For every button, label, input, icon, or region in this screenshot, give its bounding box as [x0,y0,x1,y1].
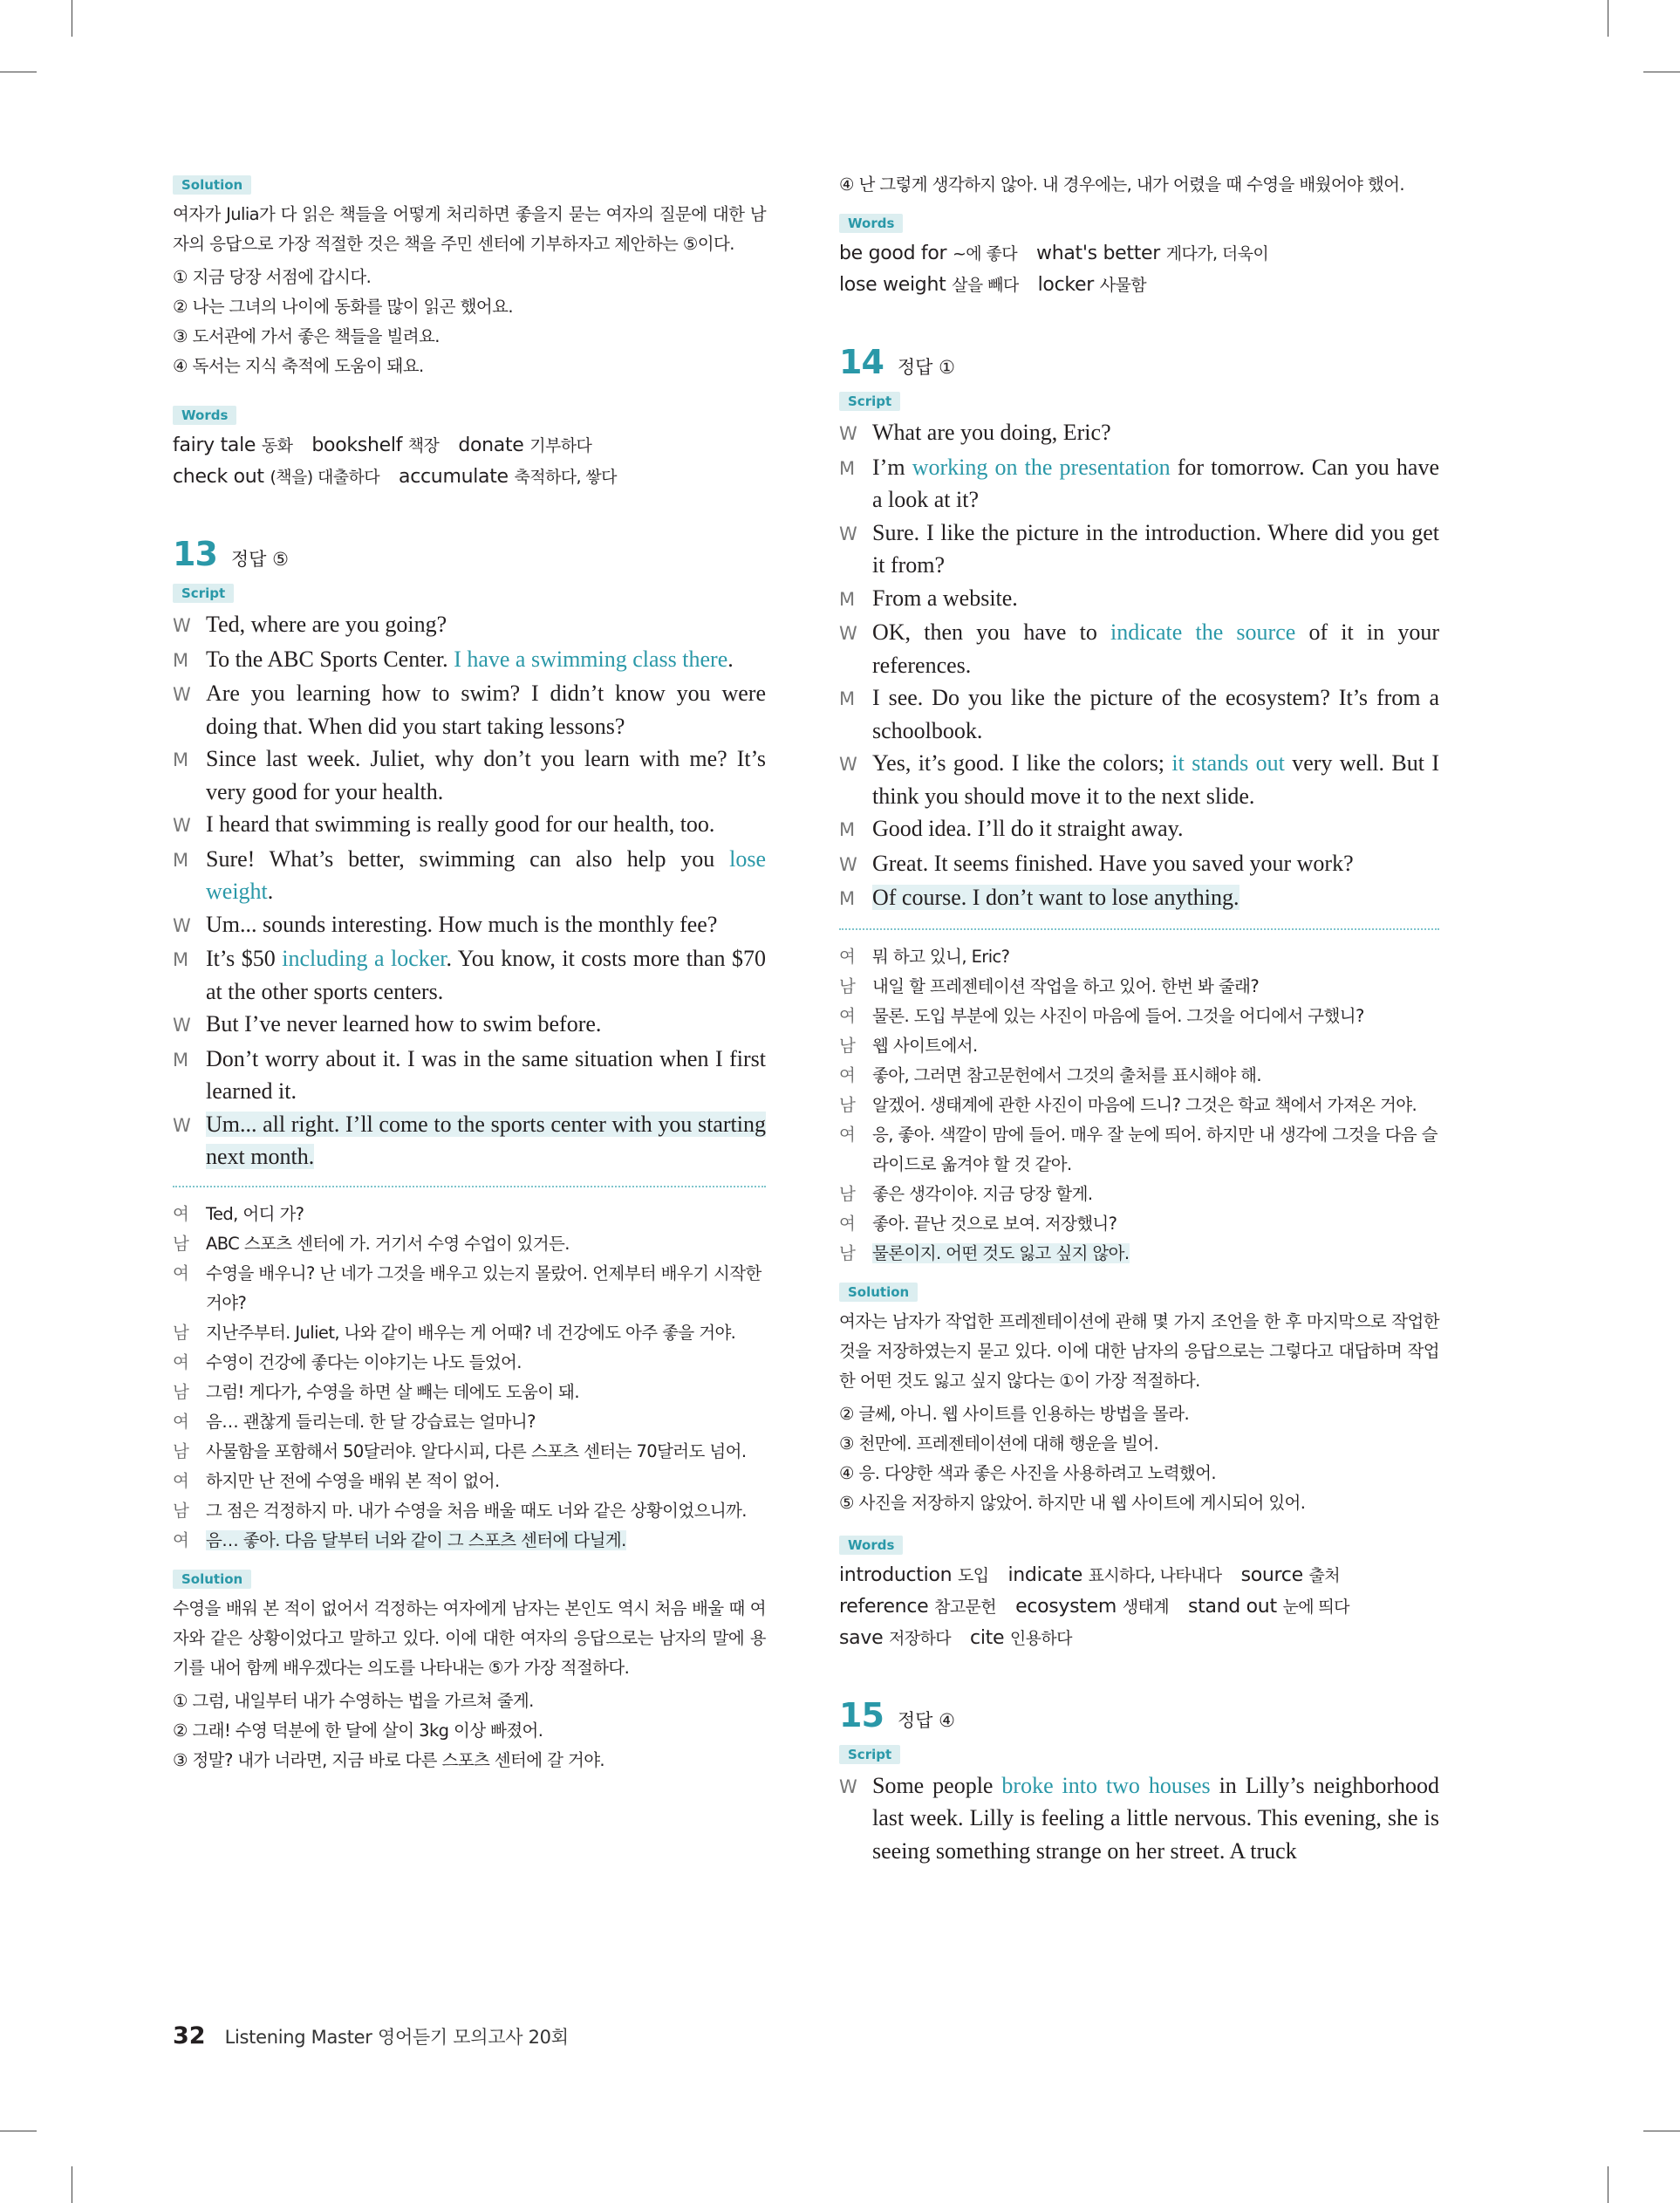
vocab-item [1241,1564,1340,1586]
key-phrase: it stands out [1171,750,1285,776]
vocab-meaning: 저장하다 [889,1628,952,1648]
translation-line [839,1002,1439,1031]
text-segment: 수영이 건강에 좋다는 이야기는 나도 들었어. [206,1351,522,1372]
script-line [173,677,766,742]
question-15-header [839,1696,1439,1734]
speaker-label: W [173,1015,191,1036]
vocab-item [173,466,379,488]
text-segment: From a website. [872,585,1018,611]
speaker-label: M [839,588,856,610]
solution-text: 여자가 Julia가 다 읽은 책들을 어떻게 처리하면 좋을지 묻는 여자의 질문에 대한 남자의 응답으로 가장 적절한 것은 책을 주민 센터에 기부하자고 제안하는 ⑤이다. [173,204,766,254]
vocab-meaning: (책을) 대출하다 [270,468,380,487]
script-15 [839,1769,1439,1868]
script-text [872,416,1439,451]
vocab-word: cite [970,1626,1010,1649]
speaker-label: 남 [173,1322,189,1343]
option-item: ② 나는 그녀의 나이에 동화를 많이 읽곤 했어요. [173,297,513,317]
text-segment: ABC 스포츠 센터에 가. 거기서 수영 수업이 있거든. [206,1233,570,1254]
script-text [206,908,766,943]
translation-line [839,942,1439,972]
vocab-meaning: 인용하다 [1009,1628,1072,1648]
speaker-label: M [173,949,189,970]
vocab-word: stand out [1187,1595,1283,1618]
speaker-label: 여 [173,1203,189,1224]
script-line [173,908,766,943]
solution-13 [173,1594,766,1775]
speaker-label: 여 [839,946,856,967]
vocab-meaning: 축적하다, 쌓다 [514,468,617,487]
text-segment: for tomorrow. Can you have a look at it? [872,454,1439,512]
vocab-item [839,1564,988,1586]
script-text [872,847,1439,882]
solution-tag: Solution [173,175,251,195]
vocab-word: save [839,1626,889,1649]
translation-text [206,1437,766,1467]
key-phrase: lose weight [206,845,766,904]
vocab-item [399,466,617,488]
text-segment: Yes, it’s good. I like the colors; [872,750,1172,776]
speaker-label: W [839,1775,857,1797]
script-line [839,812,1439,847]
option-item: ① 그럼, 내일부터 내가 수영하는 법을 가르쳐 줄게. [173,1690,534,1711]
translation-line [173,1407,766,1437]
key-phrase: broke into two houses [1001,1772,1211,1798]
script-tag: Script [839,392,900,411]
text-segment: Great. It seems finished. Have you saved your work? [872,850,1354,876]
script-text [206,1008,766,1043]
book-title: Listening Master 영어듣기 모의고사 20회 [224,2027,569,2048]
page-number: 32 [173,2022,206,2049]
vocab-word: ecosystem [1015,1595,1123,1618]
script-text [206,1043,766,1108]
vocab-word: indicate [1007,1563,1089,1586]
text-segment: 알겠어. 생태계에 관한 사진이 마음에 드니? 그것은 학교 책에서 가져온 거야. [872,1094,1417,1115]
vocab-item [839,1627,951,1649]
translation-text [206,1496,766,1526]
script-text [206,742,766,808]
vocab-item [970,1627,1072,1649]
script-tag: Script [839,1745,900,1764]
script-line [173,942,766,1008]
script-text [872,747,1439,812]
script-text [206,608,766,643]
words-tag: Words [173,406,236,425]
translation-text [206,1407,766,1437]
script-text [872,881,1439,916]
translation-line [839,972,1439,1002]
translation-text [206,1229,766,1259]
question-number: 15 [839,1695,884,1734]
text-segment: of it in your references. [872,619,1439,678]
translation-text [872,972,1439,1002]
vocab-word: bookshelf [311,434,408,456]
text-segment: Um... sounds interesting. How much is the monthly fee? [206,911,718,937]
translation-text [872,1091,1439,1120]
speaker-label: M [173,649,189,671]
dotted-divider [173,1186,766,1187]
vocab-word: accumulate [399,466,515,488]
vocab-word: what's better [1036,243,1166,264]
script-line [839,517,1439,582]
text-segment: 좋아, 그러면 참고문헌에서 그것의 출처를 표시해야 해. [872,1064,1262,1085]
vocab-meaning: 도입 [957,1565,989,1585]
text-segment: . You know, it costs more than $70 at the other sports centers. [206,946,766,1004]
script-text [872,681,1439,747]
speaker-label: 남 [839,975,856,996]
translation-line [839,1180,1439,1209]
text-segment: 수영을 배우니? 난 네가 그것을 배우고 있는지 몰랐어. 언제부터 배우기 시작한 거야? [206,1262,761,1313]
translation-14 [839,942,1439,1269]
vocab-word: check out [173,466,270,488]
vocab-meaning: 생태계 [1122,1597,1169,1617]
text-segment: I heard that swimming is really good for our health, too. [206,811,715,837]
translation-text [206,1378,766,1407]
vocab-item [1038,274,1146,296]
option-item: ③ 도서관에 가서 좋은 책들을 빌려요. [173,326,440,346]
translation-line [173,1378,766,1407]
speaker-label: 여 [173,1351,189,1372]
script-line [839,1769,1439,1868]
words-tag: Words [839,214,903,233]
script-text [206,843,766,908]
translation-text [206,1259,766,1318]
translation-text [872,1239,1439,1269]
text-segment: in Lilly’s neighborhood last week. Lilly is feeling a little nervous. This evening, she is seeing something strange on her street. A truck [872,1772,1439,1864]
text-segment: 하지만 난 전에 수영을 배워 본 적이 없어. [206,1470,500,1491]
vocab-word: fairy tale [173,434,262,456]
text-segment: Don’t worry about it. I was in the same situation when I first learned it. [206,1045,766,1104]
text-segment: What are you doing, Eric? [872,420,1111,445]
speaker-label: W [839,423,857,444]
vocab-word: reference [839,1595,935,1618]
speaker-label: W [173,815,191,836]
script-text [206,808,766,843]
option-item: ③ 정말? 내가 너라면, 지금 바로 다른 스포츠 센터에 갈 거야. [173,1749,605,1770]
vocab-meaning: 동화 [261,436,293,455]
script-line [173,742,766,808]
translation-line [839,1061,1439,1091]
key-phrase: indicate the source [1110,619,1296,645]
text-segment: Good idea. I’ll do it straight away. [872,816,1184,841]
speaker-label: 남 [173,1233,189,1254]
speaker-label: M [839,688,856,709]
dotted-divider [839,928,1439,930]
translation-line [839,1031,1439,1061]
speaker-label: W [173,914,191,936]
option-item: ③ 천만에. 프레젠테이션에 대해 행운을 빌어. [839,1433,1159,1454]
translation-text [206,1467,766,1496]
translation-line [839,1239,1439,1269]
vocab-meaning: 눈에 띄다 [1282,1597,1349,1617]
key-phrase: including a locker [282,946,447,971]
text-segment: . [727,646,734,672]
text-segment: To the ABC Sports Center. [206,646,454,672]
script-line [173,1043,766,1108]
translation-text [872,1120,1439,1180]
text-segment: 물론. 도입 부분에 있는 사진이 마음에 들어. 그것을 어디에서 구했니? [872,1005,1364,1026]
translation-text [872,1209,1439,1239]
translation-text [872,942,1439,972]
text-segment: 좋은 생각이야. 지금 당장 할게. [872,1183,1093,1204]
left-column [173,170,766,1775]
key-phrase: working on the presentation [912,454,1171,480]
translation-line [839,1091,1439,1120]
script-text [872,812,1439,847]
translation-line [839,1120,1439,1180]
text-segment: 지난주부터. Juliet, 나와 같이 배우는 게 어때? 네 건강에도 아주 좋을 거야. [206,1322,736,1343]
text-segment: Are you learning how to swim? I didn’t know you were doing that. When did you start taking lessons? [206,681,766,739]
text-segment: 그 점은 걱정하지 마. 내가 수영을 처음 배울 때도 너와 같은 상황이었으니까. [206,1500,747,1521]
speaker-label: 여 [173,1529,189,1550]
text-segment: 음… 괜찮게 들리는데. 한 달 강습료는 얼마니? [206,1411,536,1432]
text-segment: Since last week. Juliet, why don’t you learn with me? It’s very good for your health. [206,746,766,804]
solution-13-continued [839,170,1439,200]
translation-line [173,1437,766,1467]
script-line [173,1008,766,1043]
key-phrase: I have a swimming class there [454,646,728,672]
speaker-label: 남 [839,1094,856,1115]
speaker-label: 여 [839,1213,856,1234]
vocab-item [1036,243,1268,264]
script-line [173,643,766,678]
question-number: 14 [839,343,884,381]
text-segment: 그럼! 게다가, 수영을 하면 살 빼는 데에도 도움이 돼. [206,1381,579,1402]
speaker-label: 남 [173,1381,189,1402]
speaker-label: M [839,888,856,909]
speaker-label: 여 [839,1005,856,1026]
script-text [872,1769,1439,1868]
words-13 [839,238,1439,301]
script-text [206,1108,766,1173]
speaker-label: 여 [173,1470,189,1491]
words-12 [173,430,766,493]
speaker-label: M [173,849,189,871]
vocab-word: be good for [839,243,953,264]
text-segment: . [267,879,274,904]
text-segment: 응, 좋아. 색깔이 맘에 들어. 매우 잘 눈에 띄어. 하지만 내 생각에 그것을 다음 슬라이드로 옮겨야 할 것 같아. [872,1124,1438,1174]
script-line [839,681,1439,747]
script-text [872,582,1439,617]
option-item: ④ 응. 다양한 색과 좋은 사진을 사용하려고 노력했어. [839,1462,1217,1483]
speaker-label: W [173,615,191,636]
translation-13 [173,1200,766,1556]
vocab-item [839,243,1017,264]
script-line [839,582,1439,617]
script-text [872,616,1439,681]
text-segment: 뭐 하고 있니, Eric? [872,946,1010,967]
answer-label: 정답 ④ [897,1709,955,1731]
script-14 [839,416,1439,916]
solution-tag: Solution [839,1283,918,1302]
speaker-label: 여 [173,1411,189,1432]
vocab-meaning: 게다가, 더욱이 [1165,244,1269,263]
speaker-label: M [839,819,856,840]
text-segment: Ted, 어디 가? [206,1203,304,1224]
vocab-meaning: 표시하다, 나타내다 [1088,1565,1222,1585]
text-segment: It’s $50 [206,946,283,971]
solution-text: 여자는 남자가 작업한 프레젠테이션에 관해 몇 가지 조언을 한 후 마지막으로 작업한 것을 저장하였는지 묻고 있다. 이에 대한 남자의 응답으로는 그렇다고 대답하며 작업한 어떤 것도 잃고 싶지 않다는 ①이 가장 적절하다. [839,1310,1439,1391]
speaker-label: W [173,684,191,705]
translation-text [872,1180,1439,1209]
speaker-label: W [839,523,857,544]
translation-text [872,1061,1439,1091]
vocab-word: donate [458,434,530,456]
speaker-label: M [839,457,856,479]
page-footer [173,2022,569,2049]
translation-text [206,1526,766,1556]
speaker-label: M [173,1049,189,1071]
translation-line [173,1229,766,1259]
vocab-meaning: 책장 [407,436,440,455]
right-column [839,170,1439,1867]
translation-line [173,1200,766,1229]
translation-text [872,1031,1439,1061]
script-line [173,608,766,643]
text-segment: Some people [872,1772,1002,1798]
translation-line [173,1318,766,1348]
vocab-meaning: 참고문헌 [934,1597,997,1617]
speaker-label: 남 [839,1183,856,1204]
option-item: ② 그래! 수영 덕분에 한 달에 살이 3kg 이상 빠졌어. [173,1720,543,1741]
speaker-label: W [839,623,857,644]
vocab-meaning: 살을 빼다 [952,276,1019,295]
translation-line [173,1526,766,1556]
translation-line [173,1496,766,1526]
script-13 [173,608,766,1173]
answer-label: 정답 ① [897,357,955,378]
solution-14 [839,1307,1439,1518]
text-segment: 웹 사이트에서. [872,1035,978,1056]
text-segment: very well. But I think you should move it to the next slide. [872,750,1440,809]
translation-line [173,1259,766,1318]
vocab-item [1015,1596,1169,1618]
vocab-item [1007,1564,1221,1586]
script-line [839,451,1439,517]
solution-tag: Solution [173,1570,251,1589]
speaker-label: 여 [173,1262,189,1283]
solution-12 [173,200,766,381]
script-line [839,616,1439,681]
words-14 [839,1560,1439,1654]
translation-text [206,1200,766,1229]
vocab-meaning: 사물함 [1099,276,1146,295]
vocab-item [173,434,292,456]
translation-text [872,1002,1439,1031]
answer-highlight: 물론이지. 어떤 것도 잃고 싶지 않아. [872,1242,1130,1263]
text-segment: But I’ve never learned how to swim before. [206,1011,602,1037]
script-text [206,677,766,742]
speaker-label: W [173,1114,191,1136]
translation-text [206,1348,766,1378]
script-line [173,808,766,843]
translation-line [173,1467,766,1496]
script-line [839,416,1439,451]
text-segment: OK, then you have to [872,619,1111,645]
script-tag: Script [173,584,234,603]
script-text [206,942,766,1008]
words-tag: Words [839,1536,903,1555]
text-segment: Sure. I like the picture in the introduction. Where did you get it from? [872,519,1439,578]
speaker-label: 남 [839,1242,856,1263]
vocab-meaning: 기부하다 [529,436,592,455]
speaker-label: 남 [173,1500,189,1521]
speaker-label: W [839,853,857,875]
option-item: ④ 독서는 지식 축적에 도움이 돼요. [173,356,424,376]
script-line [839,881,1439,916]
vocab-word: lose weight [839,274,953,296]
vocab-meaning: 출처 [1308,1565,1341,1585]
question-14-header [839,343,1439,381]
answer-label: 정답 ⑤ [230,549,289,570]
answer-highlight: Um... all right. I’ll come to the sports center with you starting next month. [206,1111,766,1169]
option-item: ① 지금 당장 서점에 갑시다. [173,267,372,287]
vocab-word: source [1240,1563,1309,1586]
speaker-label: 여 [839,1124,856,1145]
translation-line [839,1209,1439,1239]
text-segment: 좋아. 끝난 것으로 보여. 저장했니? [872,1213,1117,1234]
solution-text: 수영을 배워 본 적이 없어서 걱정하는 여자에게 남자는 본인도 역시 처음 배울 때 여자와 같은 상황이었다고 말하고 있다. 이에 대한 여자의 응답으로는 남자의 말에 용기를 내어 함께 배우겠다는 의도를 나타내는 ⑤가 가장 적절하다. [173,1598,766,1678]
vocab-item [311,434,439,456]
script-line [839,747,1439,812]
answer-highlight: Of course. I don’t want to lose anything. [872,885,1240,910]
speaker-label: 남 [173,1440,189,1461]
speaker-label: 여 [839,1064,856,1085]
text-segment: Ted, where are you going? [206,612,447,637]
text-segment: 내일 할 프레젠테이션 작업을 하고 있어. 한번 봐 줄래? [872,975,1260,996]
vocab-meaning: ~에 좋다 [952,244,1018,263]
script-text [872,451,1439,517]
vocab-item [839,274,1019,296]
question-number: 13 [173,535,217,573]
question-13-header [173,535,766,573]
speaker-label: W [839,754,857,775]
script-text [872,517,1439,582]
script-line [173,1108,766,1173]
script-line [839,847,1439,882]
text-segment: I see. Do you like the picture of the ecosystem? It’s from a schoolbook. [872,685,1439,743]
script-line [173,843,766,908]
option-item: ④ 난 그렇게 생각하지 않아. 내 경우에는, 내가 어렸을 때 수영을 배웠어야 했어. [839,174,1404,195]
translation-line [173,1348,766,1378]
option-item: ⑤ 사진을 저장하지 않았어. 하지만 내 웹 사이트에 게시되어 있어. [839,1492,1306,1513]
text-segment: Sure! What’s better, swimming can also help you [206,845,730,872]
option-item: ② 글쎄, 아니. 웹 사이트를 인용하는 방법을 몰라. [839,1403,1190,1424]
vocab-item [839,1596,996,1618]
text-segment: I’m [872,454,912,480]
speaker-label: 남 [839,1035,856,1056]
vocab-word: locker [1037,274,1100,296]
speaker-label: M [173,749,189,770]
vocab-item [458,434,591,456]
vocab-word: introduction [839,1563,958,1586]
script-text [206,643,766,678]
text-segment: 사물함을 포함해서 50달러야. 알다시피, 다른 스포츠 센터는 70달러도 넘어. [206,1440,747,1461]
translation-text [206,1318,766,1348]
vocab-item [1188,1596,1349,1618]
answer-highlight: 음… 좋아. 다음 달부터 너와 같이 그 스포츠 센터에 다닐게. [206,1529,626,1550]
